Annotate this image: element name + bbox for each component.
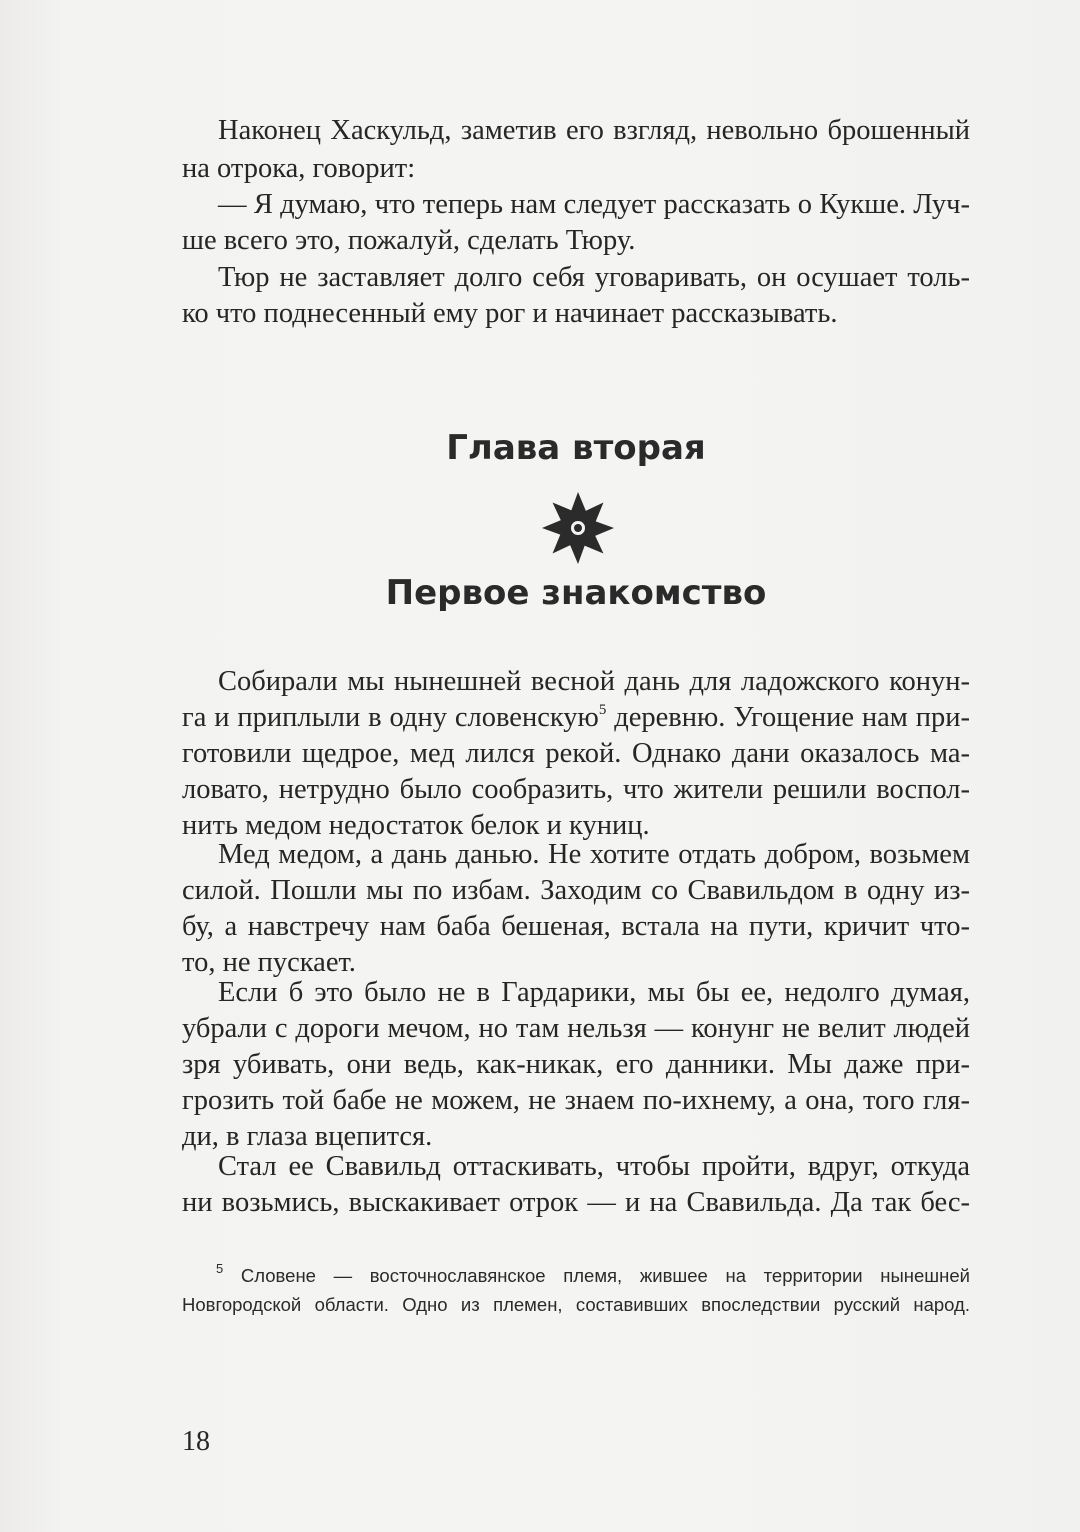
text-line: Тюр не заставляет долго себя уговаривать, он осушает толь- [218, 262, 970, 293]
text-fragment: деревню. Угощение нам при- [606, 702, 970, 733]
chapter-title: Глава вторая [446, 428, 706, 468]
text-line: ко что поднесенный ему рог и начинает рассказывать. [182, 298, 838, 329]
text-line: нить медом недостаток белок и куниц. [182, 810, 650, 841]
text-line: ше всего это, пожалуй, сделать Тюру. [182, 225, 636, 256]
text-line: силой. Пошли мы по избам. Заходим со Свавильдом в одну из- [182, 875, 970, 906]
text-line: то, не пускает. [182, 947, 356, 978]
text-line: Наконец Хаскульд, заметив его взгляд, невольно брошенный [218, 115, 970, 146]
text-line: ловато, нетрудно было сообразить, что жители решили воспол- [182, 774, 970, 805]
footnote-reference: 5 [598, 701, 607, 718]
text-line: ди, в глаза вцепится. [182, 1121, 433, 1152]
footnote-line: Новгородской области. Одно из племен, составивших впоследствии русский народ. [182, 1294, 970, 1315]
page-number: 18 [182, 1426, 210, 1457]
text-line: готовили щедрое, мед лился рекой. Однако дани оказалось ма- [182, 738, 970, 769]
text-line: зря убивать, они ведь, как-никак, его данники. Мы даже при- [182, 1049, 970, 1080]
text-line: убрали с дороги мечом, но там нельзя — конунг не велит людей [182, 1013, 970, 1044]
text-line [182, 700, 970, 736]
text-line: — Я думаю, что теперь нам следует рассказать о Кукше. Луч- [218, 189, 970, 220]
text-line: Собирали мы нынешней весной дань для ладожского конун- [218, 666, 970, 697]
text-line: грозить той бабе не можем, не знаем по-ихнему, а она, того гля- [182, 1085, 970, 1116]
section-title: Первое знакомство [385, 573, 767, 613]
text-line: ни возьмись, выскакивает отрок — и на Свавильда. Да так бес- [182, 1187, 970, 1218]
text-line: Если б это было не в Гардарики, мы бы ее, недолго думая, [218, 977, 970, 1008]
text-line: Мед медом, а дань данью. Не хотите отдать добром, возьмем [218, 839, 970, 870]
text-line: на отрока, говорит: [182, 153, 416, 184]
text-line: Стал ее Свавильд оттаскивать, чтобы пройти, вдруг, откуда [218, 1151, 970, 1182]
footnote-text: Словене — восточнославянское племя, жившее на территории нынешней [223, 1265, 970, 1286]
text-line: бу, а навстречу нам баба бешеная, встала на пути, кричит что- [182, 911, 970, 942]
star-ornament-icon [538, 488, 618, 568]
footnote-marker: 5 [216, 1260, 224, 1276]
text-fragment: га и приплыли в одну словенскую [182, 702, 599, 733]
footnote-line [216, 1262, 970, 1290]
